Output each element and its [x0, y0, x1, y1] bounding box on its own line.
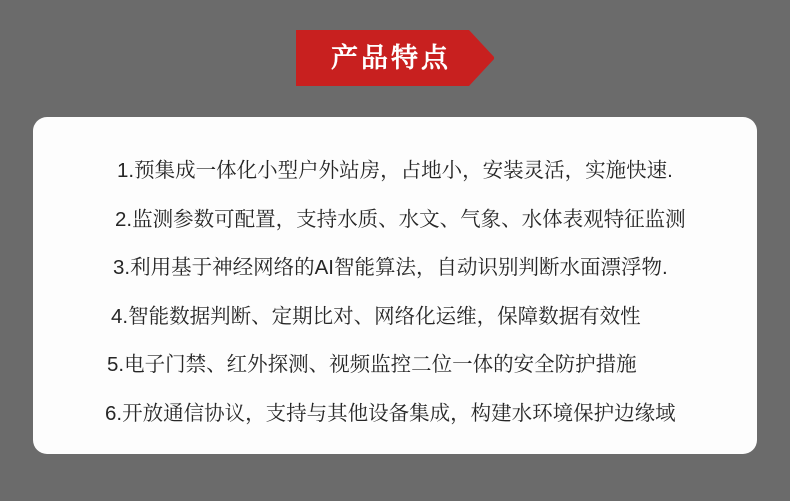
- page-title: 产品特点: [331, 43, 451, 73]
- title-banner: [296, 30, 494, 86]
- list-item: 5.电子门禁、红外探测、视频监控二位一体的安全防护措施: [107, 353, 637, 376]
- list-item: 6.开放通信协议，支持与其他设备集成，构建水环境保护边缘域: [105, 401, 676, 425]
- list-item: 1.预集成一体化小型户外站房，占地小，安装灵活，实施快速.: [117, 159, 673, 182]
- list-item: 3.利用基于神经网络的AI智能算法，自动识别判断水面漂浮物.: [113, 256, 668, 279]
- list-item: 4.智能数据判断、定期比对、网络化运维，保障数据有效性: [111, 304, 641, 328]
- features-card: [33, 117, 757, 454]
- feature-list: [33, 117, 757, 454]
- list-item: 2.监测参数可配置，支持水质、水文、气象、水体表观特征监测: [115, 207, 686, 231]
